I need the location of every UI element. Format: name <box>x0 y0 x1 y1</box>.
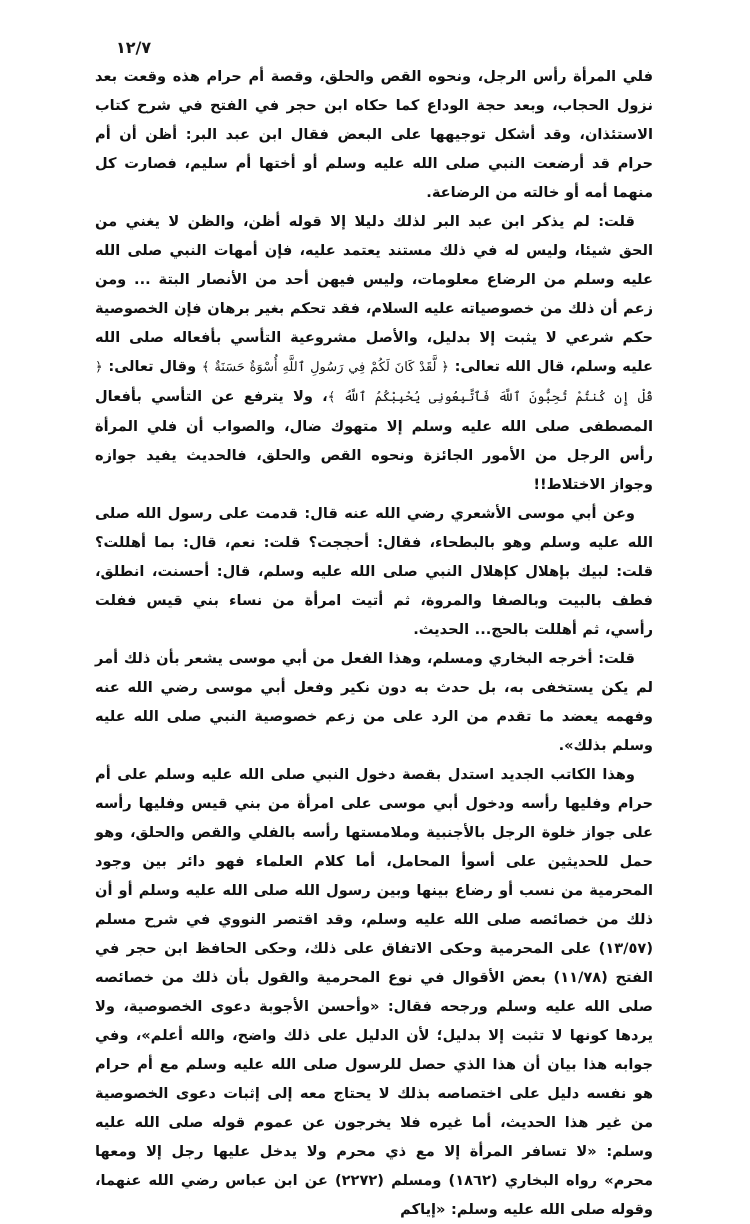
paragraph-hadith-abu-musa: وعن أبي موسى الأشعري رضي الله عنه قال: قدمت على رسول الله صلى الله عليه وسلم وهو بالبطحاء، فقال: أحججت؟ قلت: نعم، قال: بما أهللت؟ قلت: لبيك بإهلال كإهلال النبي صلى الله عليه وسلم، قال: أحسنت، انطلق، فطف بالبيت وبالصفا والمروة، ثم أتيت امرأة من نساء بني قيس ففلت رأسي، ثم أهللت بالحج... الحديث. <box>95 505 653 638</box>
quran-verse-ahzab-21: ﴿ لَّقَدْ كَانَ لَكُمْ فِي رَسُولِ ٱللَّهِ أُسْوَةٌ حَسَنَةٌ ﴾ <box>201 360 449 375</box>
paragraph-new-writer-argument: وهذا الكاتب الجديد استدل بقصة دخول النبي صلى الله عليه وسلم على أم حرام وفليها رأسه ودخول أبي موسى على امرأة من بني قيس وفليها رأسه على جواز خلوة الرجل بالأجنبية وملامستها رأسه بالفلي والقص والحلق، وهو حمل للحديثين على أسوأ المحامل، أما كلام العلماء فهو دائر بين وجود المحرمية من نسب أو رضاع بينها وبين رسول الله صلى الله عليه وسلم أو أن ذلك من خصائصه صلى الله عليه وسلم، وقد اقتصر النووي في شرح مسلم (١٣/٥٧) على المحرمية وحكى الاتفاق على ذلك، وحكى الحافظ ابن حجر في الفتح (١١/٧٨) بعض الأقوال في نوع المحرمية والقول بأن ذلك من خصائصه صلى الله عليه وسلم ورجحه فقال: «وأحسن الأجوبة دعوى الخصوصية، ولا يردها كونها لا تثبت إلا بدليل؛ لأن الدليل على ذلك واضح، والله أعلم»، وفي جوابه هذا بيان أن هذا الذي حصل للرسول صلى الله عليه وسلم مع أم حرام هو نفسه دليل على اختصاصه بذلك لا يحتاج معه إلى إثبات دعوى الخصوصية من غير هذا الحديث، أما غيره فلا يخرجون عن عموم قوله صلى الله عليه وسلم: «لا تسافر المرأة إلا مع ذي محرم ولا يدخل عليها رجل إلا ومعها محرم» رواه البخاري (١٨٦٢) ومسلم (٢٢٧٢) عن ابن عباس رضي الله عنهما، وقوله صلى الله عليه وسلم: «إياكم <box>95 766 653 1218</box>
document-body <box>95 62 653 1224</box>
paragraph-rebuttal-ibn-abd-al-barr <box>95 207 653 499</box>
quran-verse-al-imran-31: ﴿ قُلْ إِن كُنتُمْ تُحِبُّونَ ٱللَّهَ فَٱتَّبِعُونِى يُحْبِبْكُمُ ٱللَّهُ ﴾ <box>95 360 653 405</box>
page-number: ١٢/٧ <box>116 38 152 57</box>
paragraph-text: ، ولا يترفع عن التأسي بأفعال المصطفى صلى الله عليه وسلم إلا متهوك ضال، والصواب أن فلي المرأة رأس الرجل من الأمور الجائزة ونحوه القص والحلق، فالحديث يفيد جوازه وجواز الاختلاط!! <box>95 388 653 493</box>
paragraph-commentary-bukhari-muslim: قلت: أخرجه البخاري ومسلم، وهذا الفعل من أبي موسى يشعر بأن ذلك أمر لم يكن يستخفى به، بل حدث به دون نكير وفعل أبي موسى رضي الله عنه وفهمه يعضد ما تقدم من الرد على من زعم خصوصية النبي صلى الله عليه وسلم بذلك». <box>95 650 653 754</box>
paragraph-text: وقال تعالى: <box>102 358 202 375</box>
paragraph-text: قلت: لم يذكر ابن عبد البر لذلك دليلا إلا قوله أظن، والظن لا يغني من الحق شيئا، وليس له في ذلك مستند يعتمد عليه، فإن أمهات النبي صلى الله عليه وسلم من الرضاع معلومات، وليس فيهن أحد من الأنصار البتة ... ومن زعم أن ذلك من خصوصياته عليه السلام، فقد تحكم بغير برهان فإن الخصوصية حكم شرعي لا يثبت إلا بدليل، والأصل مشروعية التأسي بأفعاله صلى الله عليه وسلم، قال الله تعالى: <box>95 213 653 375</box>
paragraph-intro-continuation: فلي المرأة رأس الرجل، ونحوه القص والحلق، وقصة أم حرام هذه وقعت بعد نزول الحجاب، وبعد حجة الوداع كما حكاه ابن حجر في الفتح في شرح كتاب الاستئذان، وقد أشكل توجيهها على البعض فقال ابن عبد البر: أظن أن أم حرام قد أرضعت النبي صلى الله عليه وسلم أو أختها أم سليم، فصارت كل منهما أمه أو خالته من الرضاعة. <box>95 68 653 201</box>
